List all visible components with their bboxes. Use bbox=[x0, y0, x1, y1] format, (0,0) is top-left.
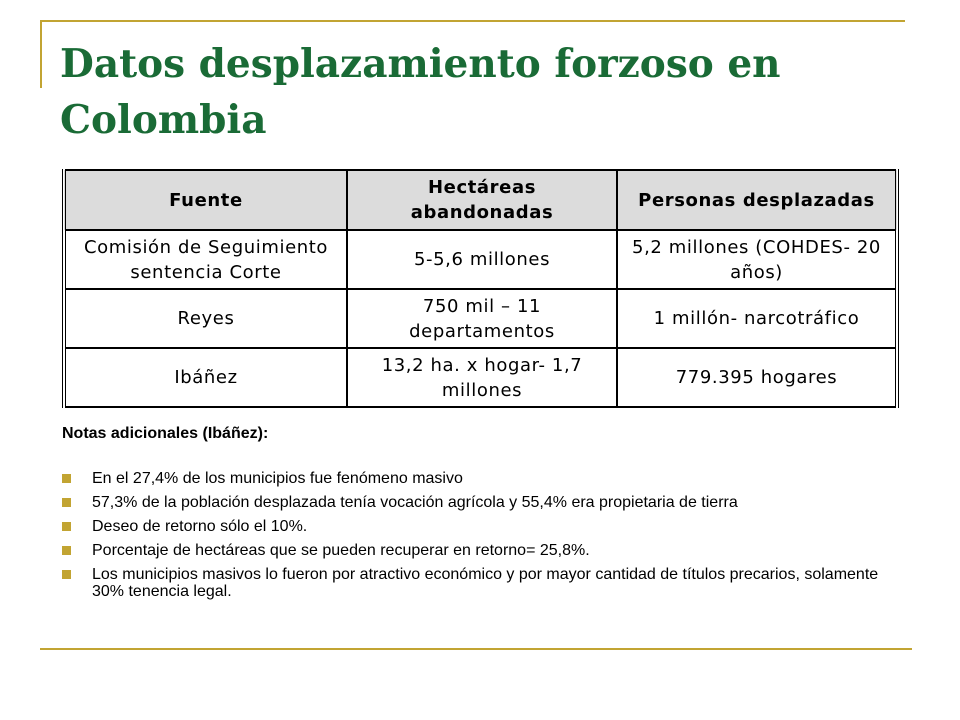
notes-list bbox=[62, 470, 912, 607]
square-bullet-icon bbox=[62, 546, 71, 555]
cell-persons: 1 millón- narcotráfico bbox=[617, 289, 897, 348]
list-item bbox=[62, 470, 912, 487]
square-bullet-icon bbox=[62, 570, 71, 579]
cell-source: Ibáñez bbox=[64, 348, 347, 407]
note-text: En el 27,4% de los municipios fue fenómeno masivo bbox=[92, 470, 463, 487]
note-text: 57,3% de la población desplazada tenía vocación agrícola y 55,4% era propietaria de tierra bbox=[92, 494, 738, 511]
square-bullet-icon bbox=[62, 474, 71, 483]
cell-hectares: 750 mil – 11 departamentos bbox=[347, 289, 617, 348]
column-header-hectares: Hectáreas abandonadas bbox=[347, 170, 617, 230]
cell-source: Reyes bbox=[64, 289, 347, 348]
frame-top-rule bbox=[40, 20, 905, 22]
table-header-row bbox=[64, 170, 897, 230]
list-item bbox=[62, 542, 912, 559]
note-text: Deseo de retorno sólo el 10%. bbox=[92, 518, 308, 535]
column-header-source: Fuente bbox=[64, 170, 347, 230]
table-row bbox=[64, 348, 897, 407]
cell-persons: 5,2 millones (COHDES- 20 años) bbox=[617, 230, 897, 289]
table-row bbox=[64, 230, 897, 289]
table-row bbox=[64, 289, 897, 348]
frame-bottom-rule bbox=[40, 648, 912, 650]
note-text: Los municipios masivos lo fueron por atractivo económico y por mayor cantidad de títulos precarios, solamente 30% tenencia legal. bbox=[92, 566, 879, 600]
displacement-table bbox=[62, 169, 899, 408]
note-text: Porcentaje de hectáreas que se pueden recuperar en retorno= 25,8%. bbox=[92, 542, 590, 559]
cell-hectares: 5-5,6 millones bbox=[347, 230, 617, 289]
slide-title: Datos desplazamiento forzoso en Colombia bbox=[60, 41, 781, 143]
list-item bbox=[62, 518, 912, 535]
square-bullet-icon bbox=[62, 522, 71, 531]
notes-heading: Notas adicionales (Ibáñez): bbox=[62, 425, 269, 442]
cell-hectares: 13,2 ha. x hogar- 1,7 millones bbox=[347, 348, 617, 407]
list-item bbox=[62, 494, 912, 511]
list-item bbox=[62, 566, 912, 600]
frame-left-rule bbox=[40, 20, 42, 88]
cell-persons: 779.395 hogares bbox=[617, 348, 897, 407]
column-header-persons: Personas desplazadas bbox=[617, 170, 897, 230]
square-bullet-icon bbox=[62, 498, 71, 507]
cell-source: Comisión de Seguimiento sentencia Corte bbox=[64, 230, 347, 289]
